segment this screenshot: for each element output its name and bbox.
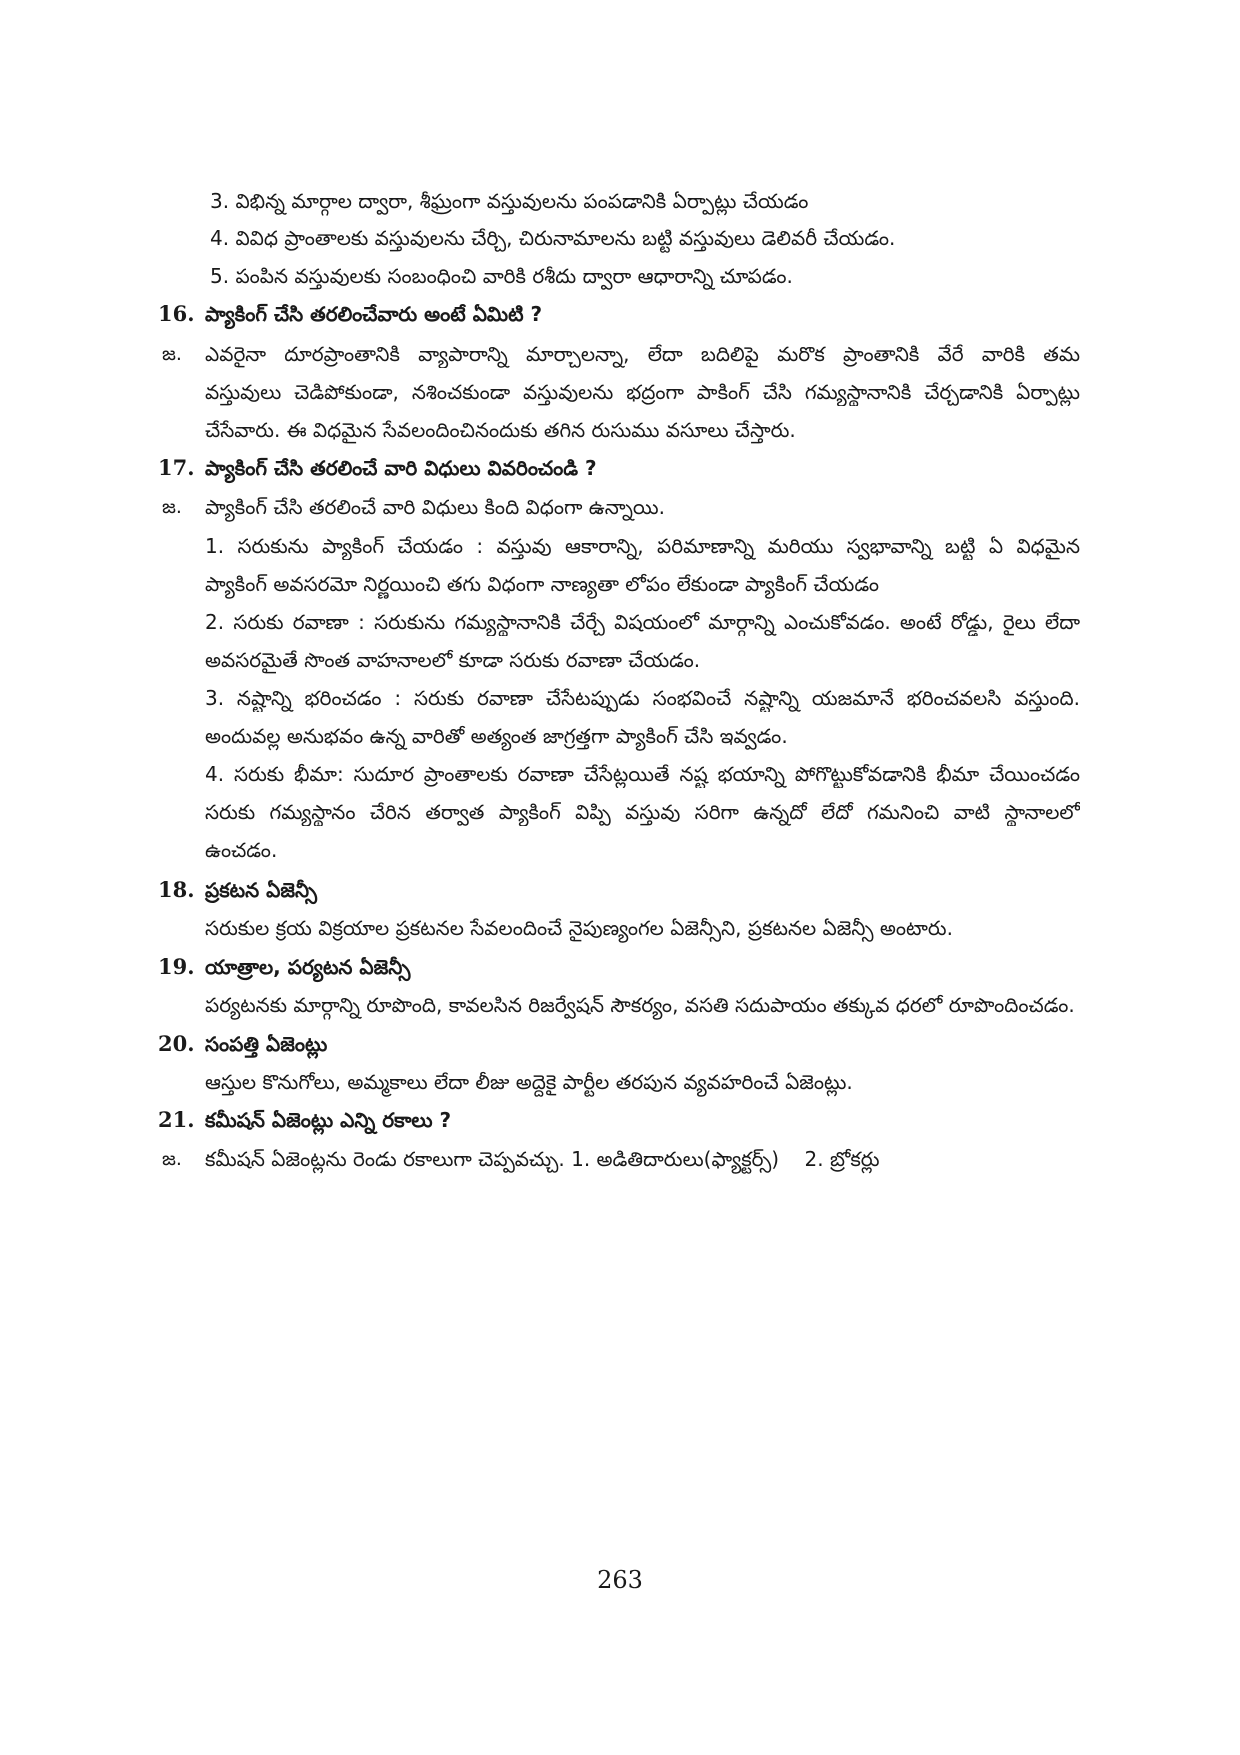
point-3-line-2: అందువల్ల అనుభవం ఉన్న వారితో అత్యంత జాగ్రత్తగా ప్యాకింగ్ చేసి ఇవ్వడం. (205, 724, 788, 748)
answer-line-16-1: ఎవరైనా దూరప్రాంతానికి వ్యాపారాన్ని మార్చాలన్నా, లేదా బదిలిపై మరొక ప్రాంతానికి వేరే వారికి తమ (205, 342, 1080, 366)
question-title-20: సంపత్తి ఏజెంట్లు (205, 1032, 328, 1056)
point-1-line-1: 1. సరుకును ప్యాకింగ్ చేయడం : వస్తువు ఆకారాన్ని, పరిమాణాన్ని మరియు స్వభావాన్ని బట్టి ఏ విధమైన (205, 534, 1080, 558)
question-number-21: 21. (158, 1107, 195, 1132)
list-item-4: 4. వివిధ ప్రాంతాలకు వస్తువులను చేర్చి, చిరునామాలను బట్టి వస్తువులు డెలివరీ చేయడం. (210, 226, 896, 250)
question-number-17: 17. (158, 455, 195, 480)
answer-marker-21: జ. (162, 1148, 182, 1170)
answer-marker-16: జ. (162, 343, 182, 365)
body-18: సరుకుల క్రయ విక్రయాల ప్రకటనల సేవలందించే నైపుణ్యంగల ఏజెన్సీని, ప్రకటనల ఏజెన్సీ అంటారు. (205, 916, 953, 940)
answer-21: కమీషన్ ఏజెంట్లను రెండు రకాలుగా చెప్పవచ్చు. 1. అడితిదారులు(ఫ్యాక్టర్స్) 2. బ్రోకర్లు (205, 1147, 880, 1171)
point-2-line-2: అవసరమైతే సొంత వాహనాలలో కూడా సరుకు రవాణా చేయడం. (205, 648, 701, 672)
question-number-18: 18. (158, 877, 195, 902)
point-3-line-1: 3. నష్టాన్ని భరించడం : సరుకు రవాణా చేసేటప్పుడు సంభవించే నష్టాన్ని యజమానే భరించవలసి వస్తుంది. (205, 686, 1080, 710)
question-title-17: ప్యాకింగ్ చేసి తరలించే వారి విధులు వివరించండి ? (205, 456, 597, 480)
body-19: పర్యటనకు మార్గాన్ని రూపొంది, కావలసిన రిజర్వేషన్ సౌకర్యం, వసతి సదుపాయం తక్కువ ధరలో రూపొందించడం. (205, 993, 1075, 1017)
answer-line-16-2: వస్తువులు చెడిపోకుండా, నశించకుండా వస్తువులను భద్రంగా పాకింగ్ చేసి గమ్యస్థానానికి చేర్చడానికి ఏర్పాట్లు (205, 380, 1080, 404)
point-4-line-1: 4. సరుకు భీమా: సుదూర ప్రాంతాలకు రవాణా చేసేట్లయితే నష్ట భయాన్ని పోగొట్టుకోవడానికి భీమా చేయించడం (205, 762, 1080, 786)
page-number: 263 (597, 1566, 643, 1594)
list-item-3: 3. విభిన్న మార్గాల ద్వారా, శీఘ్రంగా వస్తువులను పంపడానికి ఏర్పాట్లు చేయడం (210, 189, 809, 213)
question-number-19: 19. (158, 954, 195, 979)
answer-intro-17: ప్యాకింగ్ చేసి తరలించే వారి విధులు కింది విధంగా ఉన్నాయి. (205, 495, 665, 519)
question-title-19: యాత్రాల, పర్యటన ఏజెన్సీ (205, 955, 411, 979)
question-title-16: ప్యాకింగ్ చేసి తరలించేవారు అంటే ఏమిటి ? (205, 302, 543, 326)
answer-line-16-3: చేసేవారు. ఈ విధమైన సేవలందించినందుకు తగిన రుసుము వసూలు చేస్తారు. (205, 418, 796, 442)
point-4-line-3: ఉంచడం. (205, 838, 278, 862)
question-number-20: 20. (158, 1031, 195, 1056)
answer-marker-17: జ. (162, 496, 182, 518)
question-number-16: 16. (158, 301, 195, 326)
point-4-line-2: సరుకు గమ్యస్థానం చేరిన తర్వాత ప్యాకింగ్ విప్పి వస్తువు సరిగా ఉన్నదో లేదో గమనించి వాటి స్థానాలలో (205, 800, 1080, 824)
list-item-5: 5. పంపిన వస్తువులకు సంబంధించి వారికి రశీదు ద్వారా ఆధారాన్ని చూపడం. (210, 264, 793, 288)
point-1-line-2: ప్యాకింగ్ అవసరమో నిర్ణయించి తగు విధంగా నాణ్యతా లోపం లేకుండా ప్యాకింగ్ చేయడం (205, 572, 879, 596)
question-title-21: కమీషన్ ఏజెంట్లు ఎన్ని రకాలు ? (205, 1108, 452, 1132)
body-20: ఆస్తుల కొనుగోలు, అమ్మకాలు లేదా లీజు అద్దెకై పార్టీల తరపున వ్యవహరించే ఏజెంట్లు. (205, 1070, 853, 1094)
question-title-18: ప్రకటన ఏజెన్సీ (205, 878, 318, 902)
point-2-line-1: 2. సరుకు రవాణా : సరుకును గమ్యస్థానానికి చేర్చే విషయంలో మార్గాన్ని ఎంచుకోవడం. అంటే రోడ్డు, రైలు లేదా (205, 610, 1080, 634)
